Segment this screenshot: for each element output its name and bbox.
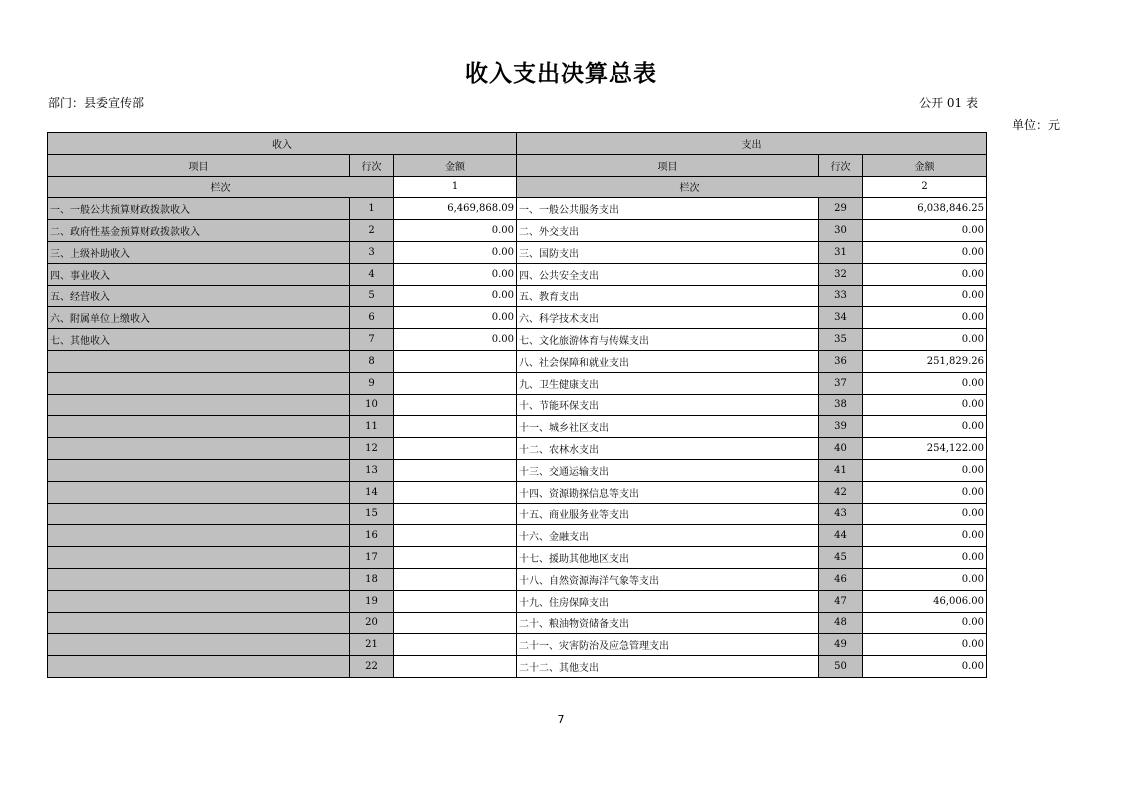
- income-item-cell: 六、附属单位上缴收入: [48, 307, 350, 329]
- expense-item-cell: 十九、住房保障支出: [517, 590, 819, 612]
- income-line-cell: 13: [350, 459, 394, 481]
- income-amount-cell: [394, 481, 517, 503]
- section-header-row: [48, 133, 987, 155]
- income-amount-cell: [394, 394, 517, 416]
- expense-amount-cell: 0.00: [863, 394, 987, 416]
- income-line-cell: 10: [350, 394, 394, 416]
- expense-amount-header: 金额: [863, 154, 987, 176]
- column-number-row: [48, 176, 987, 198]
- expense-amount-cell: 0.00: [863, 220, 987, 242]
- income-item-cell: [48, 416, 350, 438]
- income-amount-cell: 0.00: [394, 285, 517, 307]
- expense-item-cell: 九、卫生健康支出: [517, 372, 819, 394]
- expense-line-cell: 47: [819, 590, 863, 612]
- expense-line-cell: 49: [819, 634, 863, 656]
- income-item-cell: [48, 634, 350, 656]
- table-row: [48, 263, 987, 285]
- table-row: [48, 481, 987, 503]
- table-row: [48, 525, 987, 547]
- income-item-cell: [48, 459, 350, 481]
- income-item-cell: [48, 547, 350, 569]
- income-amount-cell: 6,469,868.09: [394, 198, 517, 220]
- table-row: [48, 438, 987, 460]
- income-line-cell: 1: [350, 198, 394, 220]
- unit-label: 单位：元: [1011, 118, 1060, 132]
- income-item-cell: 四、事业收入: [48, 263, 350, 285]
- expense-item-cell: 七、文化旅游体育与传媒支出: [517, 329, 819, 351]
- expense-item-cell: 十三、交通运输支出: [517, 459, 819, 481]
- table-row: [48, 198, 987, 220]
- income-amount-cell: [394, 372, 517, 394]
- expense-amount-cell: 0.00: [863, 547, 987, 569]
- column-header-row: [48, 154, 987, 176]
- income-item-cell: 二、政府性基金预算财政拨款收入: [48, 220, 350, 242]
- expense-item-cell: 二十二、其他支出: [517, 656, 819, 678]
- income-item-cell: 七、其他收入: [48, 329, 350, 351]
- expense-column-label: 栏次: [517, 176, 863, 198]
- table-row: [48, 459, 987, 481]
- expense-line-cell: 41: [819, 459, 863, 481]
- income-amount-cell: [394, 656, 517, 678]
- income-amount-cell: 0.00: [394, 263, 517, 285]
- expense-section-header: 支出: [517, 133, 987, 155]
- expense-line-cell: 38: [819, 394, 863, 416]
- table-row: [48, 416, 987, 438]
- income-column-label: 栏次: [48, 176, 394, 198]
- expense-item-header: 项目: [517, 154, 819, 176]
- income-item-cell: [48, 590, 350, 612]
- income-item-header: 项目: [48, 154, 350, 176]
- expense-amount-cell: 0.00: [863, 634, 987, 656]
- expense-line-cell: 42: [819, 481, 863, 503]
- income-item-cell: [48, 525, 350, 547]
- income-amount-cell: 0.00: [394, 241, 517, 263]
- expense-item-cell: 一、一般公共服务支出: [517, 198, 819, 220]
- table-row: [48, 394, 987, 416]
- expense-item-cell: 二、外交支出: [517, 220, 819, 242]
- table-row: [48, 350, 987, 372]
- expense-amount-cell: 0.00: [863, 503, 987, 525]
- income-amount-cell: [394, 590, 517, 612]
- expense-line-cell: 48: [819, 612, 863, 634]
- table-row: [48, 307, 987, 329]
- table-row: [48, 329, 987, 351]
- income-line-cell: 4: [350, 263, 394, 285]
- expense-item-cell: 六、科学技术支出: [517, 307, 819, 329]
- expense-amount-cell: 0.00: [863, 656, 987, 678]
- expense-amount-cell: 46,006.00: [863, 590, 987, 612]
- income-amount-cell: [394, 459, 517, 481]
- income-amount-header: 金额: [394, 154, 517, 176]
- table-row: [48, 220, 987, 242]
- table-row: [48, 285, 987, 307]
- expense-line-header: 行次: [819, 154, 863, 176]
- income-amount-cell: [394, 568, 517, 590]
- income-item-cell: [48, 394, 350, 416]
- table-row: [48, 634, 987, 656]
- expense-item-cell: 四、公共安全支出: [517, 263, 819, 285]
- table-row: [48, 547, 987, 569]
- department-label: 部门：县委宣传部: [48, 96, 145, 110]
- income-section-header: 收入: [48, 133, 517, 155]
- income-item-cell: 一、一般公共预算财政拨款收入: [48, 198, 350, 220]
- income-line-header: 行次: [350, 154, 394, 176]
- expense-line-cell: 37: [819, 372, 863, 394]
- expense-item-cell: 五、教育支出: [517, 285, 819, 307]
- table-row: [48, 372, 987, 394]
- expense-line-cell: 46: [819, 568, 863, 590]
- income-line-cell: 9: [350, 372, 394, 394]
- table-row: [48, 612, 987, 634]
- income-line-cell: 5: [350, 285, 394, 307]
- expense-item-cell: 二十一、灾害防治及应急管理支出: [517, 634, 819, 656]
- expense-amount-cell: 6,038,846.25: [863, 198, 987, 220]
- expense-item-cell: 三、国防支出: [517, 241, 819, 263]
- expense-item-cell: 十五、商业服务业等支出: [517, 503, 819, 525]
- expense-item-cell: 十四、资源勘探信息等支出: [517, 481, 819, 503]
- income-amount-cell: 0.00: [394, 220, 517, 242]
- income-item-cell: [48, 438, 350, 460]
- expense-amount-cell: 0.00: [863, 285, 987, 307]
- income-line-cell: 3: [350, 241, 394, 263]
- income-line-cell: 19: [350, 590, 394, 612]
- income-line-cell: 12: [350, 438, 394, 460]
- expense-item-cell: 十一、城乡社区支出: [517, 416, 819, 438]
- table-row: [48, 656, 987, 678]
- expense-item-cell: 十八、自然资源海洋气象等支出: [517, 568, 819, 590]
- income-expense-table: [47, 132, 987, 678]
- income-amount-cell: [394, 416, 517, 438]
- income-amount-cell: [394, 438, 517, 460]
- income-line-cell: 11: [350, 416, 394, 438]
- expense-amount-cell: 0.00: [863, 263, 987, 285]
- page-title: 收入支出决算总表: [465, 61, 657, 87]
- income-line-cell: 22: [350, 656, 394, 678]
- expense-amount-cell: 0.00: [863, 525, 987, 547]
- income-item-cell: [48, 612, 350, 634]
- income-item-cell: 三、上级补助收入: [48, 241, 350, 263]
- table-row: [48, 590, 987, 612]
- expense-amount-cell: 0.00: [863, 459, 987, 481]
- income-amount-cell: [394, 525, 517, 547]
- income-amount-cell: [394, 503, 517, 525]
- expense-line-cell: 29: [819, 198, 863, 220]
- income-item-cell: [48, 481, 350, 503]
- expense-amount-cell: 254,122.00: [863, 438, 987, 460]
- expense-item-cell: 十七、援助其他地区支出: [517, 547, 819, 569]
- income-line-cell: 2: [350, 220, 394, 242]
- income-line-cell: 8: [350, 350, 394, 372]
- expense-amount-cell: 0.00: [863, 241, 987, 263]
- expense-line-cell: 33: [819, 285, 863, 307]
- income-amount-cell: 0.00: [394, 307, 517, 329]
- income-line-cell: 7: [350, 329, 394, 351]
- expense-line-cell: 30: [819, 220, 863, 242]
- expense-line-cell: 43: [819, 503, 863, 525]
- table-row: [48, 241, 987, 263]
- income-line-cell: 6: [350, 307, 394, 329]
- expense-item-cell: 十六、金融支出: [517, 525, 819, 547]
- income-column-number: 1: [394, 176, 517, 198]
- expense-line-cell: 36: [819, 350, 863, 372]
- expense-item-cell: 十、节能环保支出: [517, 394, 819, 416]
- expense-item-cell: 二十、粮油物资储备支出: [517, 612, 819, 634]
- expense-amount-cell: 0.00: [863, 307, 987, 329]
- expense-item-cell: 八、社会保障和就业支出: [517, 350, 819, 372]
- income-line-cell: 14: [350, 481, 394, 503]
- expense-line-cell: 39: [819, 416, 863, 438]
- expense-line-cell: 45: [819, 547, 863, 569]
- expense-line-cell: 31: [819, 241, 863, 263]
- income-line-cell: 21: [350, 634, 394, 656]
- income-item-cell: [48, 656, 350, 678]
- income-line-cell: 18: [350, 568, 394, 590]
- income-line-cell: 20: [350, 612, 394, 634]
- income-item-cell: [48, 503, 350, 525]
- page-number: 7: [557, 713, 565, 726]
- expense-item-cell: 十二、农林水支出: [517, 438, 819, 460]
- expense-amount-cell: 0.00: [863, 416, 987, 438]
- income-line-cell: 17: [350, 547, 394, 569]
- income-line-cell: 16: [350, 525, 394, 547]
- expense-line-cell: 34: [819, 307, 863, 329]
- expense-amount-cell: 0.00: [863, 568, 987, 590]
- income-item-cell: [48, 568, 350, 590]
- income-item-cell: [48, 372, 350, 394]
- expense-line-cell: 32: [819, 263, 863, 285]
- expense-amount-cell: 0.00: [863, 481, 987, 503]
- income-line-cell: 15: [350, 503, 394, 525]
- expense-line-cell: 50: [819, 656, 863, 678]
- income-amount-cell: [394, 634, 517, 656]
- table-row: [48, 503, 987, 525]
- expense-line-cell: 40: [819, 438, 863, 460]
- income-amount-cell: [394, 612, 517, 634]
- table-row: [48, 568, 987, 590]
- expense-line-cell: 35: [819, 329, 863, 351]
- income-item-cell: [48, 350, 350, 372]
- income-amount-cell: [394, 547, 517, 569]
- income-amount-cell: 0.00: [394, 329, 517, 351]
- expense-column-number: 2: [863, 176, 987, 198]
- form-number: 公开 01 表: [919, 96, 978, 110]
- expense-amount-cell: 251,829.26: [863, 350, 987, 372]
- expense-amount-cell: 0.00: [863, 372, 987, 394]
- expense-amount-cell: 0.00: [863, 329, 987, 351]
- expense-line-cell: 44: [819, 525, 863, 547]
- expense-amount-cell: 0.00: [863, 612, 987, 634]
- income-amount-cell: [394, 350, 517, 372]
- income-item-cell: 五、经营收入: [48, 285, 350, 307]
